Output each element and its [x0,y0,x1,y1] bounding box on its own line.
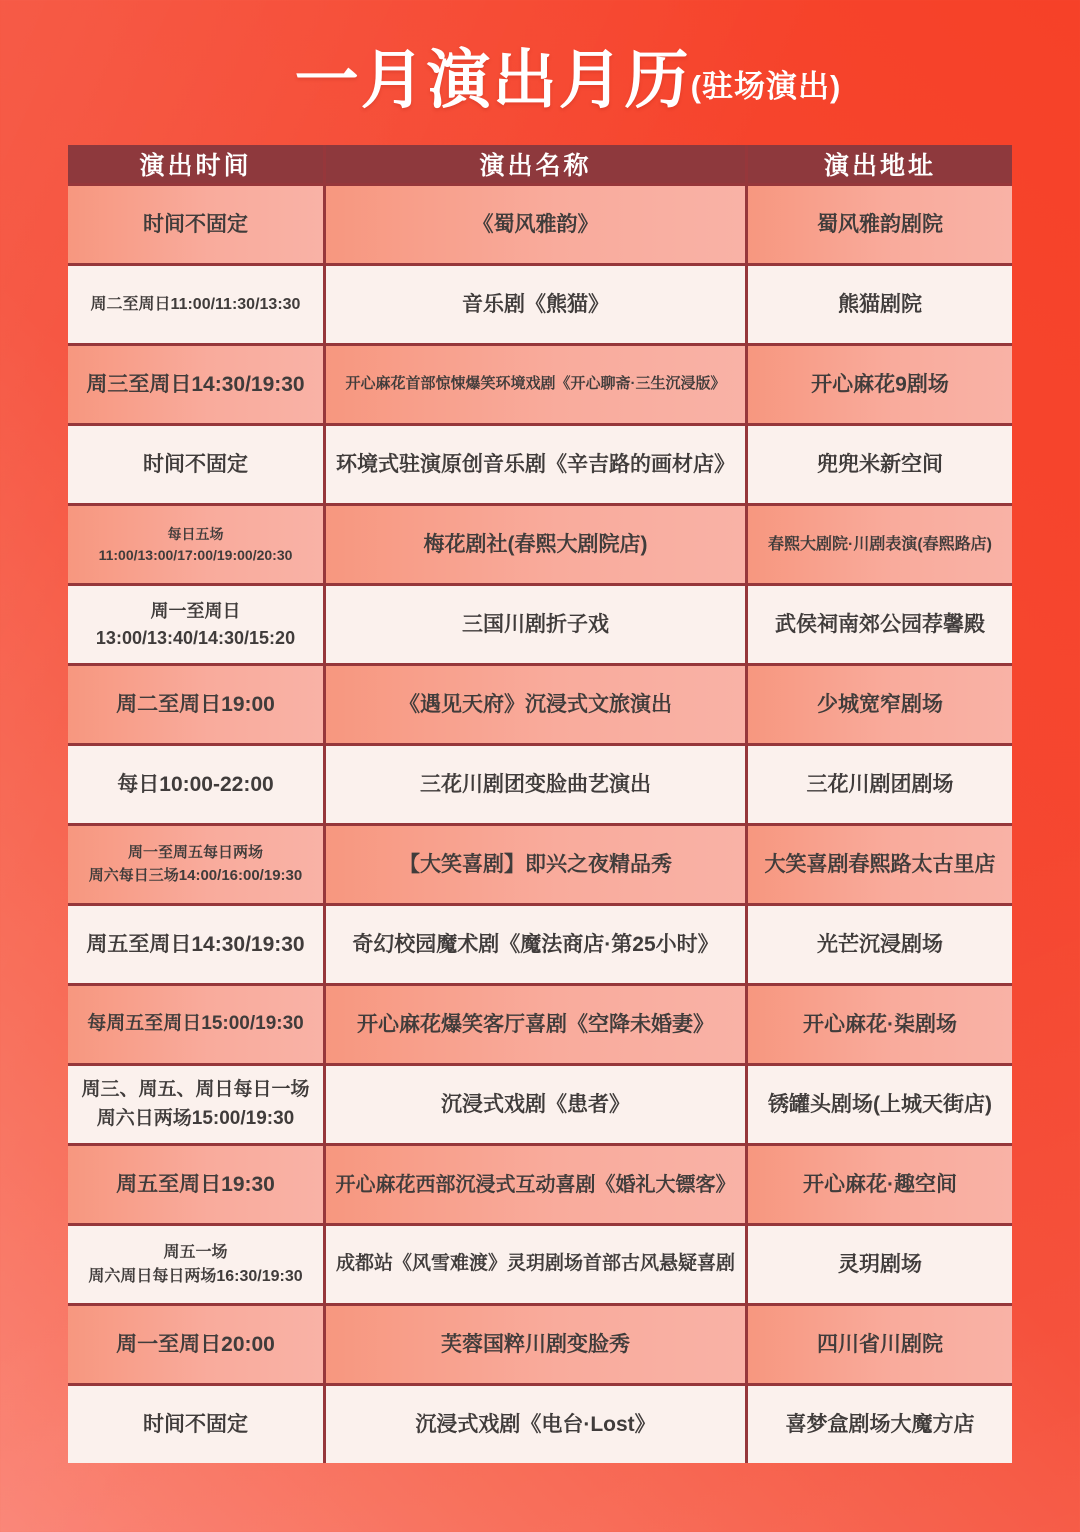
row-10-venue-cell: 光芒沉浸剧场 [748,906,1012,983]
row-3-name-cell: 开心麻花首部惊悚爆笑环境戏剧《开心聊斋·三生沉浸版》 [326,346,745,423]
row-11-name-cell: 开心麻花爆笑客厅喜剧《空降未婚妻》 [326,986,745,1063]
column-header-name: 演出名称 [326,145,745,183]
row-14-time-cell: 周五一场 周六周日每日两场16:30/19:30 [68,1226,323,1303]
row-12-time-cell: 周三、周五、周日每日一场 周六日两场15:00/19:30 [68,1066,323,1143]
row-15-time-cell: 周一至周日20:00 [68,1306,323,1383]
row-9-venue-cell: 大笑喜剧春熙路太古里店 [748,826,1012,903]
row-5-venue-cell: 春熙大剧院·川剧表演(春熙路店) [748,506,1012,583]
performance-table [68,145,1012,1463]
row-1-name-cell: 《蜀风雅韵》 [326,186,745,263]
row-12-venue-cell: 锈罐头剧场(上城天街店) [748,1066,1012,1143]
row-16-venue-cell: 喜梦盒剧场大魔方店 [748,1386,1012,1463]
title-subtitle: (驻场演出) [690,69,842,104]
row-10-time-cell: 周五至周日14:30/19:30 [68,906,323,983]
row-1-venue-cell: 蜀风雅韵剧院 [748,186,1012,263]
row-11-time-cell: 每周五至周日15:00/19:30 [68,986,323,1063]
row-12-name-cell: 沉浸式戏剧《患者》 [326,1066,745,1143]
row-9-name-cell: 【大笑喜剧】即兴之夜精品秀 [326,826,745,903]
row-7-name-cell: 《遇见天府》沉浸式文旅演出 [326,666,745,743]
row-2-time-cell: 周二至周日11:00/11:30/13:30 [68,266,323,343]
row-14-venue-cell: 灵玥剧场 [748,1226,1012,1303]
title-main: 一月演出月历 [294,44,691,116]
row-7-venue-cell: 少城宽窄剧场 [748,666,1012,743]
row-2-venue-cell: 熊猫剧院 [748,266,1012,343]
row-6-name-cell: 三国川剧折子戏 [326,586,745,663]
column-header-venue: 演出地址 [748,145,1012,183]
row-1-time-cell: 时间不固定 [68,186,323,263]
row-8-time-cell: 每日10:00-22:00 [68,746,323,823]
row-16-time-cell: 时间不固定 [68,1386,323,1463]
row-4-name-cell: 环境式驻演原创音乐剧《辛吉路的画材店》 [326,426,745,503]
page-title [28,44,1080,116]
row-3-time-cell: 周三至周日14:30/19:30 [68,346,323,423]
row-6-time-cell: 周一至周日 13:00/13:40/14:30/15:20 [68,586,323,663]
row-15-venue-cell: 四川省川剧院 [748,1306,1012,1383]
row-13-name-cell: 开心麻花西部沉浸式互动喜剧《婚礼大镖客》 [326,1146,745,1223]
row-8-name-cell: 三花川剧团变脸曲艺演出 [326,746,745,823]
row-11-venue-cell: 开心麻花·柒剧场 [748,986,1012,1063]
row-4-time-cell: 时间不固定 [68,426,323,503]
row-14-name-cell: 成都站《风雪难渡》灵玥剧场首部古风悬疑喜剧 [326,1226,745,1303]
row-6-venue-cell: 武侯祠南郊公园荐馨殿 [748,586,1012,663]
row-4-venue-cell: 兜兜米新空间 [748,426,1012,503]
row-7-time-cell: 周二至周日19:00 [68,666,323,743]
row-15-name-cell: 芙蓉国粹川剧变脸秀 [326,1306,745,1383]
row-13-venue-cell: 开心麻花·趣空间 [748,1146,1012,1223]
row-16-name-cell: 沉浸式戏剧《电台·Lost》 [326,1386,745,1463]
row-5-name-cell: 梅花剧社(春熙大剧院店) [326,506,745,583]
row-10-name-cell: 奇幻校园魔术剧《魔法商店·第25小时》 [326,906,745,983]
row-13-time-cell: 周五至周日19:30 [68,1146,323,1223]
column-header-time: 演出时间 [68,145,323,183]
row-3-venue-cell: 开心麻花9剧场 [748,346,1012,423]
row-5-time-cell: 每日五场 11:00/13:00/17:00/19:00/20:30 [68,506,323,583]
row-8-venue-cell: 三花川剧团剧场 [748,746,1012,823]
row-9-time-cell: 周一至周五每日两场 周六每日三场14:00/16:00/19:30 [68,826,323,903]
row-2-name-cell: 音乐剧《熊猫》 [326,266,745,343]
